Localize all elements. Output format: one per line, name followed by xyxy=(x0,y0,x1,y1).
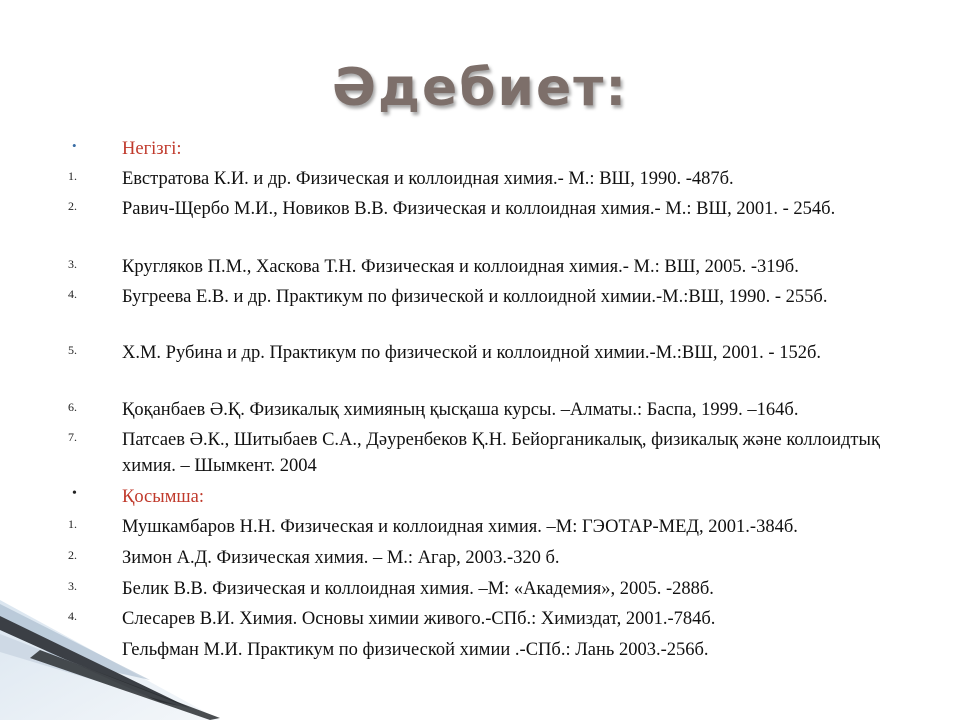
item-number: 2. xyxy=(68,199,77,213)
item-text: Бугреева Е.В. и др. Практикум по физической и коллоидной химии.-М.:ВШ, 1990. - 255б. xyxy=(122,287,828,307)
item-number: 4. xyxy=(68,609,77,623)
item-number: 6. xyxy=(68,400,77,414)
item-number: 3. xyxy=(68,257,77,271)
item-number: 5. xyxy=(68,343,77,357)
section-heading-label: Негізгі: xyxy=(122,139,182,159)
item-number: 1. xyxy=(68,517,77,531)
slide-title: Әдебиет: xyxy=(331,58,629,118)
section-heading-label: Қосымша: xyxy=(122,487,204,507)
decorative-swoosh-graphic xyxy=(0,560,220,720)
item-text: Қоқанбаев Ә.Қ. Физикалық химияның қысқаша курсы. –Алматы.: Баспа, 1999. –164б. xyxy=(122,400,799,420)
item-text: Патсаев Ә.К., Шитыбаев С.А., Дәуренбеков Қ.Н. Бейорганикалық, физикалық және коллоидтық химия. – Шымкент. 2004 xyxy=(122,430,880,476)
bullet-icon: • xyxy=(72,486,77,501)
item-text: Гельфман М.И. Практикум по физической химии .-СПб.: Лань 2003.-256б. xyxy=(122,640,709,660)
item-text: Х.М. Рубина и др. Практикум по физической и коллоидной химии.-М.:ВШ, 2001. - 152б. xyxy=(122,343,821,363)
item-text: Мушкамбаров Н.Н. Физическая и коллоидная химия. –М: ГЭОТАР-МЕД, 2001.-384б. xyxy=(122,517,798,537)
item-number: 4. xyxy=(68,287,77,301)
item-text: Евстратова К.И. и др. Физическая и коллоидная химия.- М.: ВШ, 1990. -487б. xyxy=(122,169,734,189)
item-number: 2. xyxy=(68,548,77,562)
bullet-icon: • xyxy=(72,138,77,153)
item-number: 7. xyxy=(68,430,77,444)
item-text: Зимон А.Д. Физическая химия. – М.: Агар, 2003.-320 б. xyxy=(122,548,560,568)
item-text: Слесарев В.И. Химия. Основы химии живого.-СПб.: Химиздат, 2001.-784б. xyxy=(122,609,716,629)
item-number: 1. xyxy=(68,169,77,183)
item-text: Кругляков П.М., Хаскова Т.Н. Физическая и коллоидная химия.- М.: ВШ, 2005. -319б. xyxy=(122,257,799,277)
item-text: Белик В.В. Физическая и коллоидная химия. –М: «Академия», 2005. -288б. xyxy=(122,579,714,599)
item-number: 3. xyxy=(68,579,77,593)
item-text: Равич-Щербо М.И., Новиков В.В. Физическая и коллоидная химия.- М.: ВШ, 2001. - 254б. xyxy=(122,199,836,219)
